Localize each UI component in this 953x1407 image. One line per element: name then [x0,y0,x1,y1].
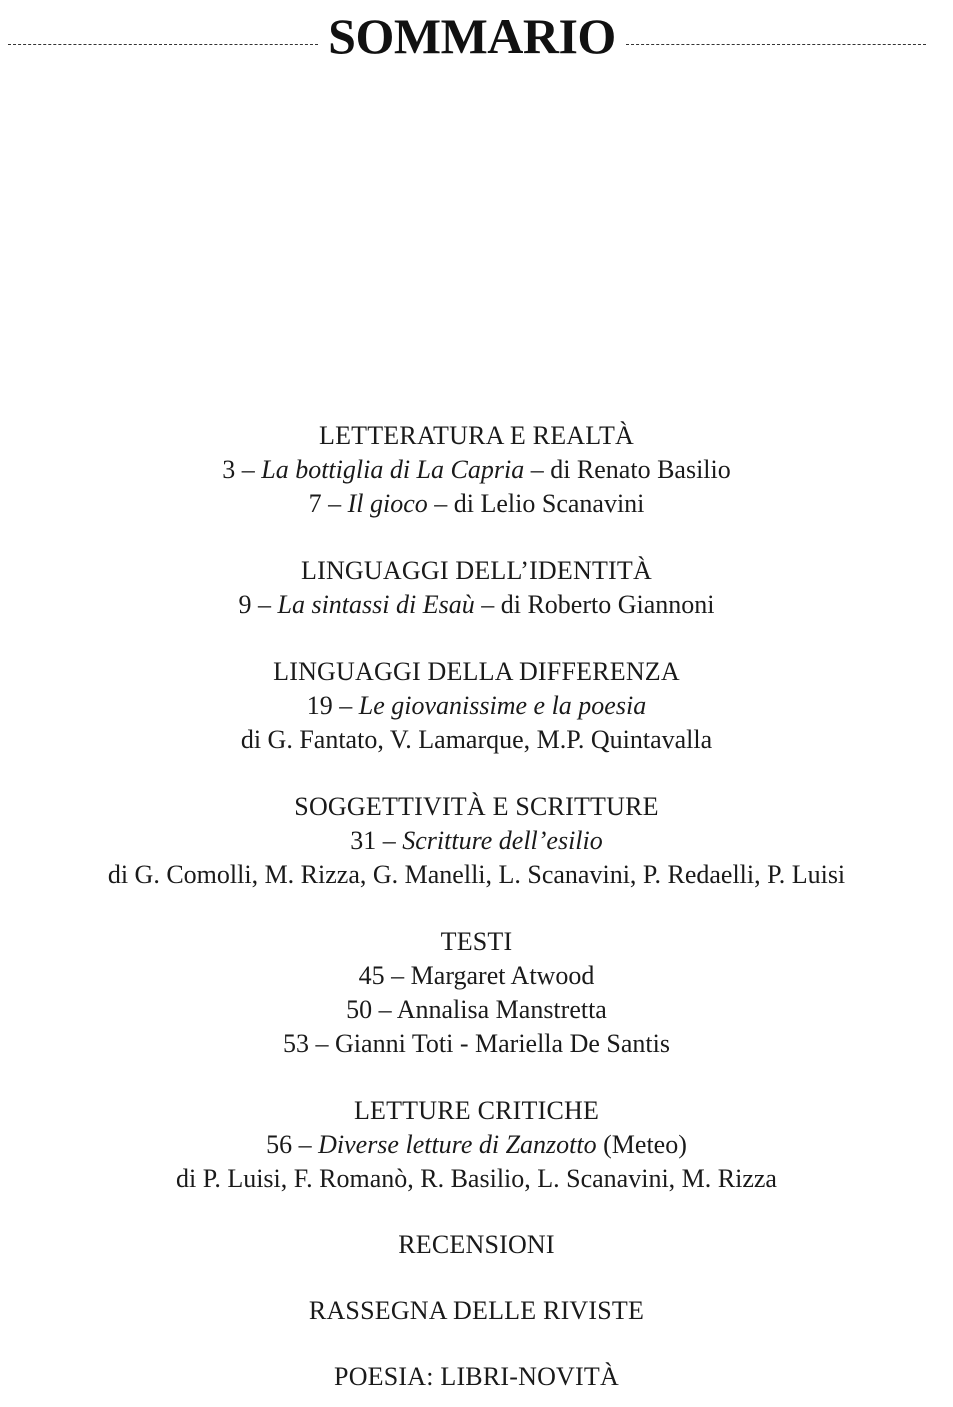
toc-entry[interactable] [0,1128,953,1162]
entry-title: Il gioco [347,489,428,518]
entry-dash: – [315,1029,329,1058]
entry-dash: – [258,590,271,619]
entry-dash: – [391,961,405,990]
toc-entry[interactable] [0,824,953,858]
section-heading: LINGUAGGI DELLA DIFFERENZA [273,657,680,686]
toc-entry[interactable] [0,689,953,723]
entry-dash: – [481,590,495,619]
entry-dash: – [298,1130,312,1159]
entry-page-number: 50 [346,995,373,1024]
section-heading: SOGGETTIVITÀ E SCRITTURE [294,792,659,821]
entry-text: Gianni Toti - Mariella De Santis [335,1029,670,1058]
entry-page-number: 56 [266,1130,293,1159]
toc-entry[interactable] [0,453,953,487]
table-of-contents [0,419,953,1394]
entry-author: di Lelio Scanavini [453,489,645,518]
entry-page-number: 31 [350,826,377,855]
entry-title: Diverse letture di Zanzotto [318,1130,597,1159]
entry-page-number: 53 [283,1029,310,1058]
toc-section-soggettivita [0,790,953,892]
toc-section-identita [0,554,953,622]
section-heading-recensioni[interactable]: RECENSIONI [398,1230,555,1259]
header-rule-right [626,44,926,45]
entry-page-number: 9 [238,590,252,619]
entry-author: di Renato Basilio [550,455,731,484]
entry-dash: – [530,455,544,484]
entry-page-number: 45 [358,961,385,990]
entry-author-line: di G. Fantato, V. Lamarque, M.P. Quintavalla [240,725,713,754]
toc-entry[interactable] [0,959,953,993]
toc-section-letteratura [0,419,953,521]
entry-title: La bottiglia di La Capria [261,455,525,484]
entry-title: Scritture dell’esilio [402,826,603,855]
entry-text: Annalisa Manstretta [396,995,607,1024]
section-heading-poesia-novita[interactable]: POESIA: LIBRI-NOVITÀ [334,1362,619,1391]
entry-page-number: 7 [308,489,322,518]
section-heading: TESTI [440,927,513,956]
section-heading-rassegna-riviste[interactable]: RASSEGNA DELLE RIVISTE [308,1296,645,1325]
entry-author-line: di G. Comolli, M. Rizza, G. Manelli, L. Scanavini, P. Redaelli, P. Luisi [107,860,846,889]
entry-paren-note: (Meteo) [603,1130,687,1159]
section-heading: LINGUAGGI DELL’IDENTITÀ [301,556,652,585]
toc-section-differenza [0,655,953,757]
entry-page-number: 3 [222,455,236,484]
entry-dash: – [382,826,396,855]
entry-dash: – [328,489,342,518]
toc-entry[interactable] [0,1027,953,1061]
entry-text: Margaret Atwood [410,961,595,990]
page-title: SOMMARIO [328,8,616,64]
section-heading: LETTURE CRITICHE [353,1096,600,1125]
toc-entry[interactable] [0,487,953,521]
entry-page-number: 19 [306,691,333,720]
toc-entry[interactable] [0,993,953,1027]
entry-author-line: di P. Luisi, F. Romanò, R. Basilio, L. Scanavini, M. Rizza [176,1164,777,1193]
entry-title: Le giovanissime e la poesia [358,691,647,720]
section-heading: LETTERATURA E REALTÀ [318,421,635,450]
toc-entry[interactable] [0,588,953,622]
toc-section-letture-critiche [0,1094,953,1196]
entry-dash: – [434,489,448,518]
entry-dash: – [241,455,255,484]
header-rule-left [8,44,318,45]
toc-section-testi [0,925,953,1061]
page-header [0,8,953,64]
entry-dash: – [339,691,353,720]
entry-dash: – [378,995,392,1024]
entry-title: La sintassi di Esaù [277,590,475,619]
entry-author: di Roberto Giannoni [500,590,715,619]
